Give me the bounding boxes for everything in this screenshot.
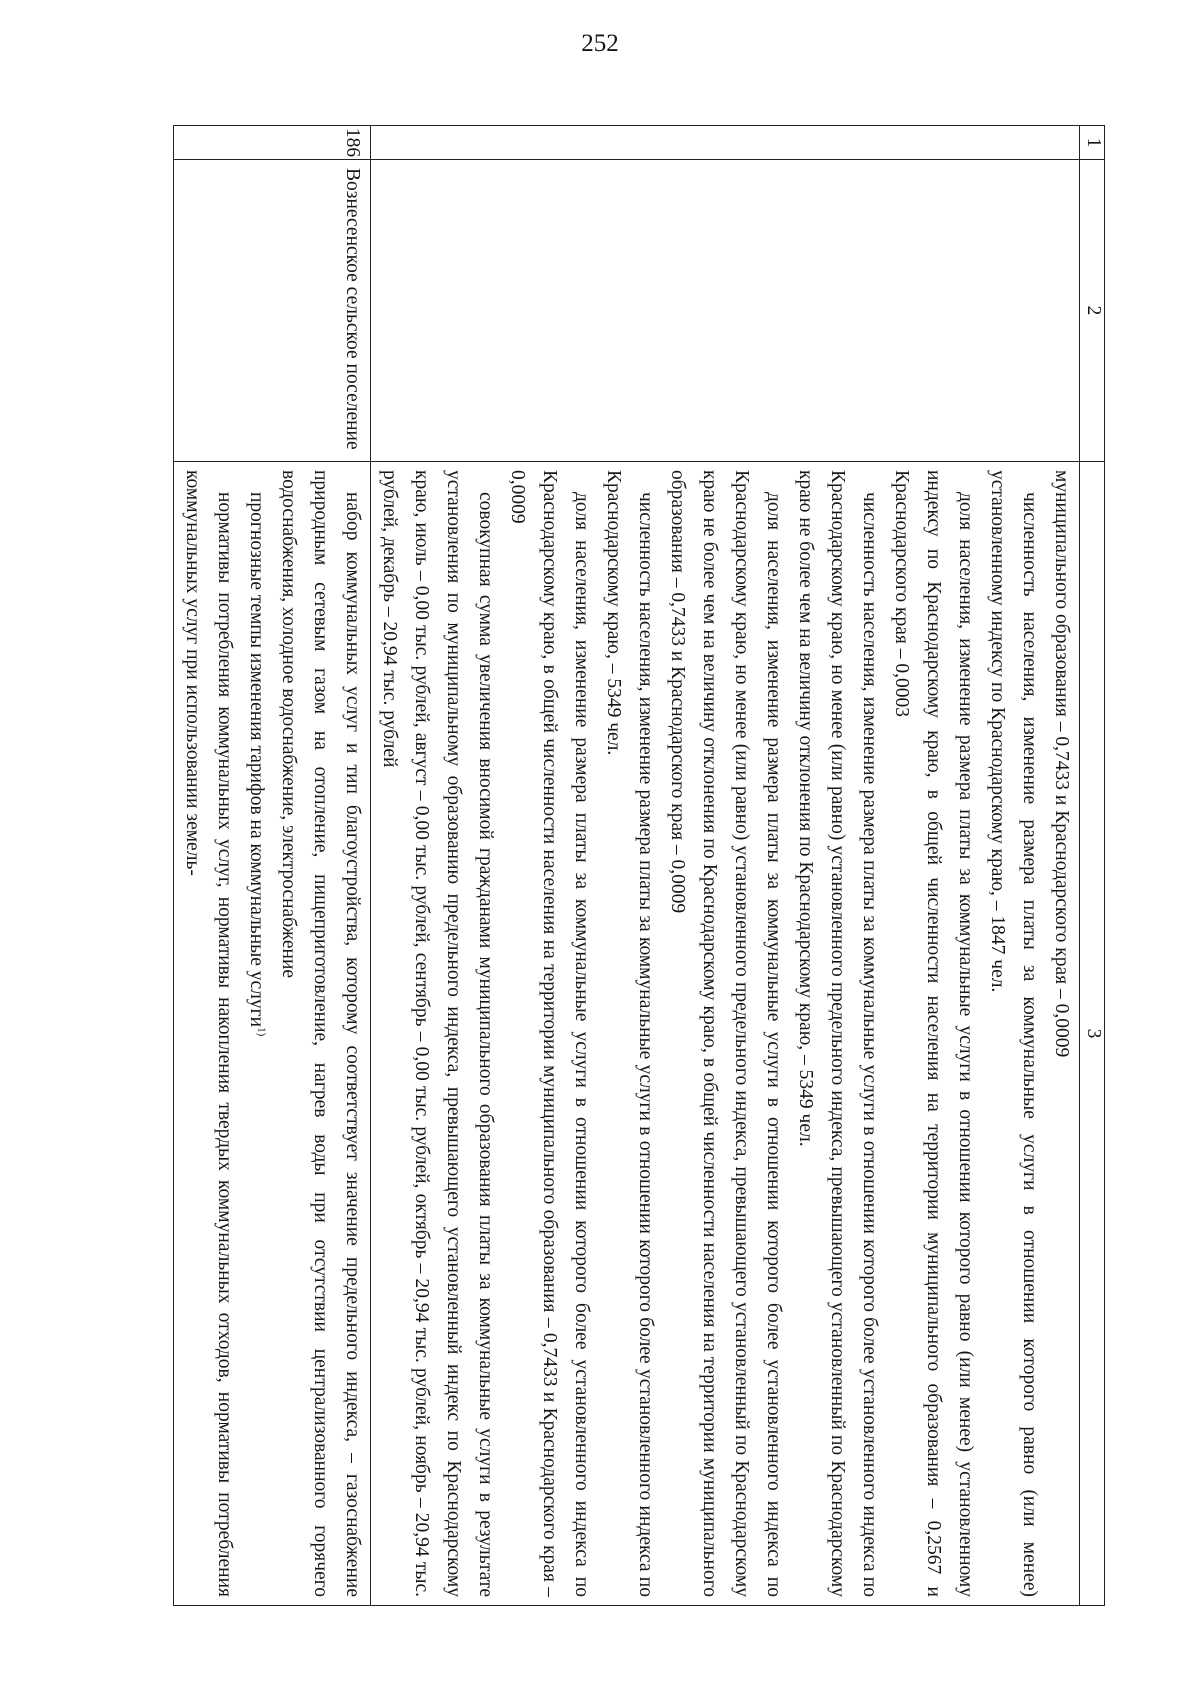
column-header-3: 3 <box>1080 462 1105 1606</box>
paragraph: доля населения, изменение размера платы за коммунальные услуги в отношении которого более установленного индекса по Краснодарскому краю, в общей численности населения на территории муниципального образования – 0,7433 и Краснодарского края – 0,0009 <box>507 470 592 1597</box>
row-number-cell <box>371 126 1080 160</box>
column-header-2: 2 <box>1080 160 1105 462</box>
paragraph: совокупная сумма увеличения вносимой гражданами муниципального образования платы за коммунальные услуги в результате установления по муниципальному образованию предельного индекса, превышающего установленный индекс по Краснодарскому краю, июль – 0,00 тыс. рублей, август – 0,00 тыс. рублей, сентябрь – 0,00 тыс. рублей, октябрь – 20,94 тыс. рублей, ноябрь – 20,94 тыс. рублей, декабрь – 20,94 тыс. рублей <box>379 470 496 1597</box>
municipality-name-cell: Вознесенское сельское поселение <box>174 160 371 462</box>
paragraph: доля населения, изменение размера платы за коммунальные услуги в отношении которого равно (или менее) установленному индексу по Краснодарскому краю, в общей численности населения на территории муниципального образования – 0,2567 и Краснодарского края – 0,0003 <box>891 470 976 1597</box>
data-table <box>173 125 1105 1606</box>
paragraph: набор коммунальных услуг и тип благоустройства, которому соответствует значение предельного индекса, – газоснабжение природным сетевым газом на отопление, пищеприготовление, нагрев воды при отсутствии централизованного горячего водоснабжения, холодное водоснабжение, электроснабжение <box>278 470 363 1597</box>
header-row <box>1080 126 1105 1606</box>
paragraph: численность населения, изменение размера платы за коммунальные услуги в отношении которого более установленного индекса по Краснодарскому краю, – 5349 чел. <box>603 470 656 1597</box>
paragraph: муниципального образования – 0,7433 и Краснодарского края – 0,0009 <box>1051 470 1072 1058</box>
paragraph: численность населения, изменение размера платы за коммунальные услуги в отношении которого более установленного индекса по Краснодарскому краю, но менее (или равно) установленного предельного индекса, превышающего установленный по Краснодарскому краю не более чем на величину отклонения по Краснодарскому краю, – 5349 чел. <box>795 470 880 1597</box>
row-number-cell: 186 <box>174 126 371 160</box>
paragraph: численность населения, изменение размера платы за коммунальные услуги в отношении которого равно (или менее) установленному индексу по Краснодарскому краю, – 1847 чел. <box>987 470 1040 1597</box>
page-number: 252 <box>581 30 619 57</box>
column-header-1: 1 <box>1080 126 1105 160</box>
table-row <box>174 126 371 1606</box>
paragraph: нормативы потребления коммунальных услуг, нормативы накопления твердых коммунальных отходов, нормативы потребления коммунальных услуг при использовании земель- <box>182 470 235 1597</box>
paragraph <box>240 470 272 1597</box>
municipality-name-cell <box>371 160 1080 462</box>
description-cell <box>174 462 371 1606</box>
footnote-mark: 1) <box>255 1027 268 1037</box>
rotated-table-container <box>138 125 1105 1605</box>
paragraph-text: прогнозные темпы изменения тарифов на коммунальные услуги <box>246 492 267 1028</box>
description-cell <box>371 462 1080 1606</box>
table-row <box>371 126 1080 1606</box>
paragraph: доля населения, изменение размера платы за коммунальные услуги в отношении которого более установленного индекса по Краснодарскому краю, но менее (или равно) установленного предельного индекса, превышающего установленный по Краснодарскому краю не более чем на величину отклонения по Краснодарскому краю, в общей численности населения на территории муниципального образования – 0,7433 и Краснодарского края – 0,0009 <box>667 470 784 1597</box>
